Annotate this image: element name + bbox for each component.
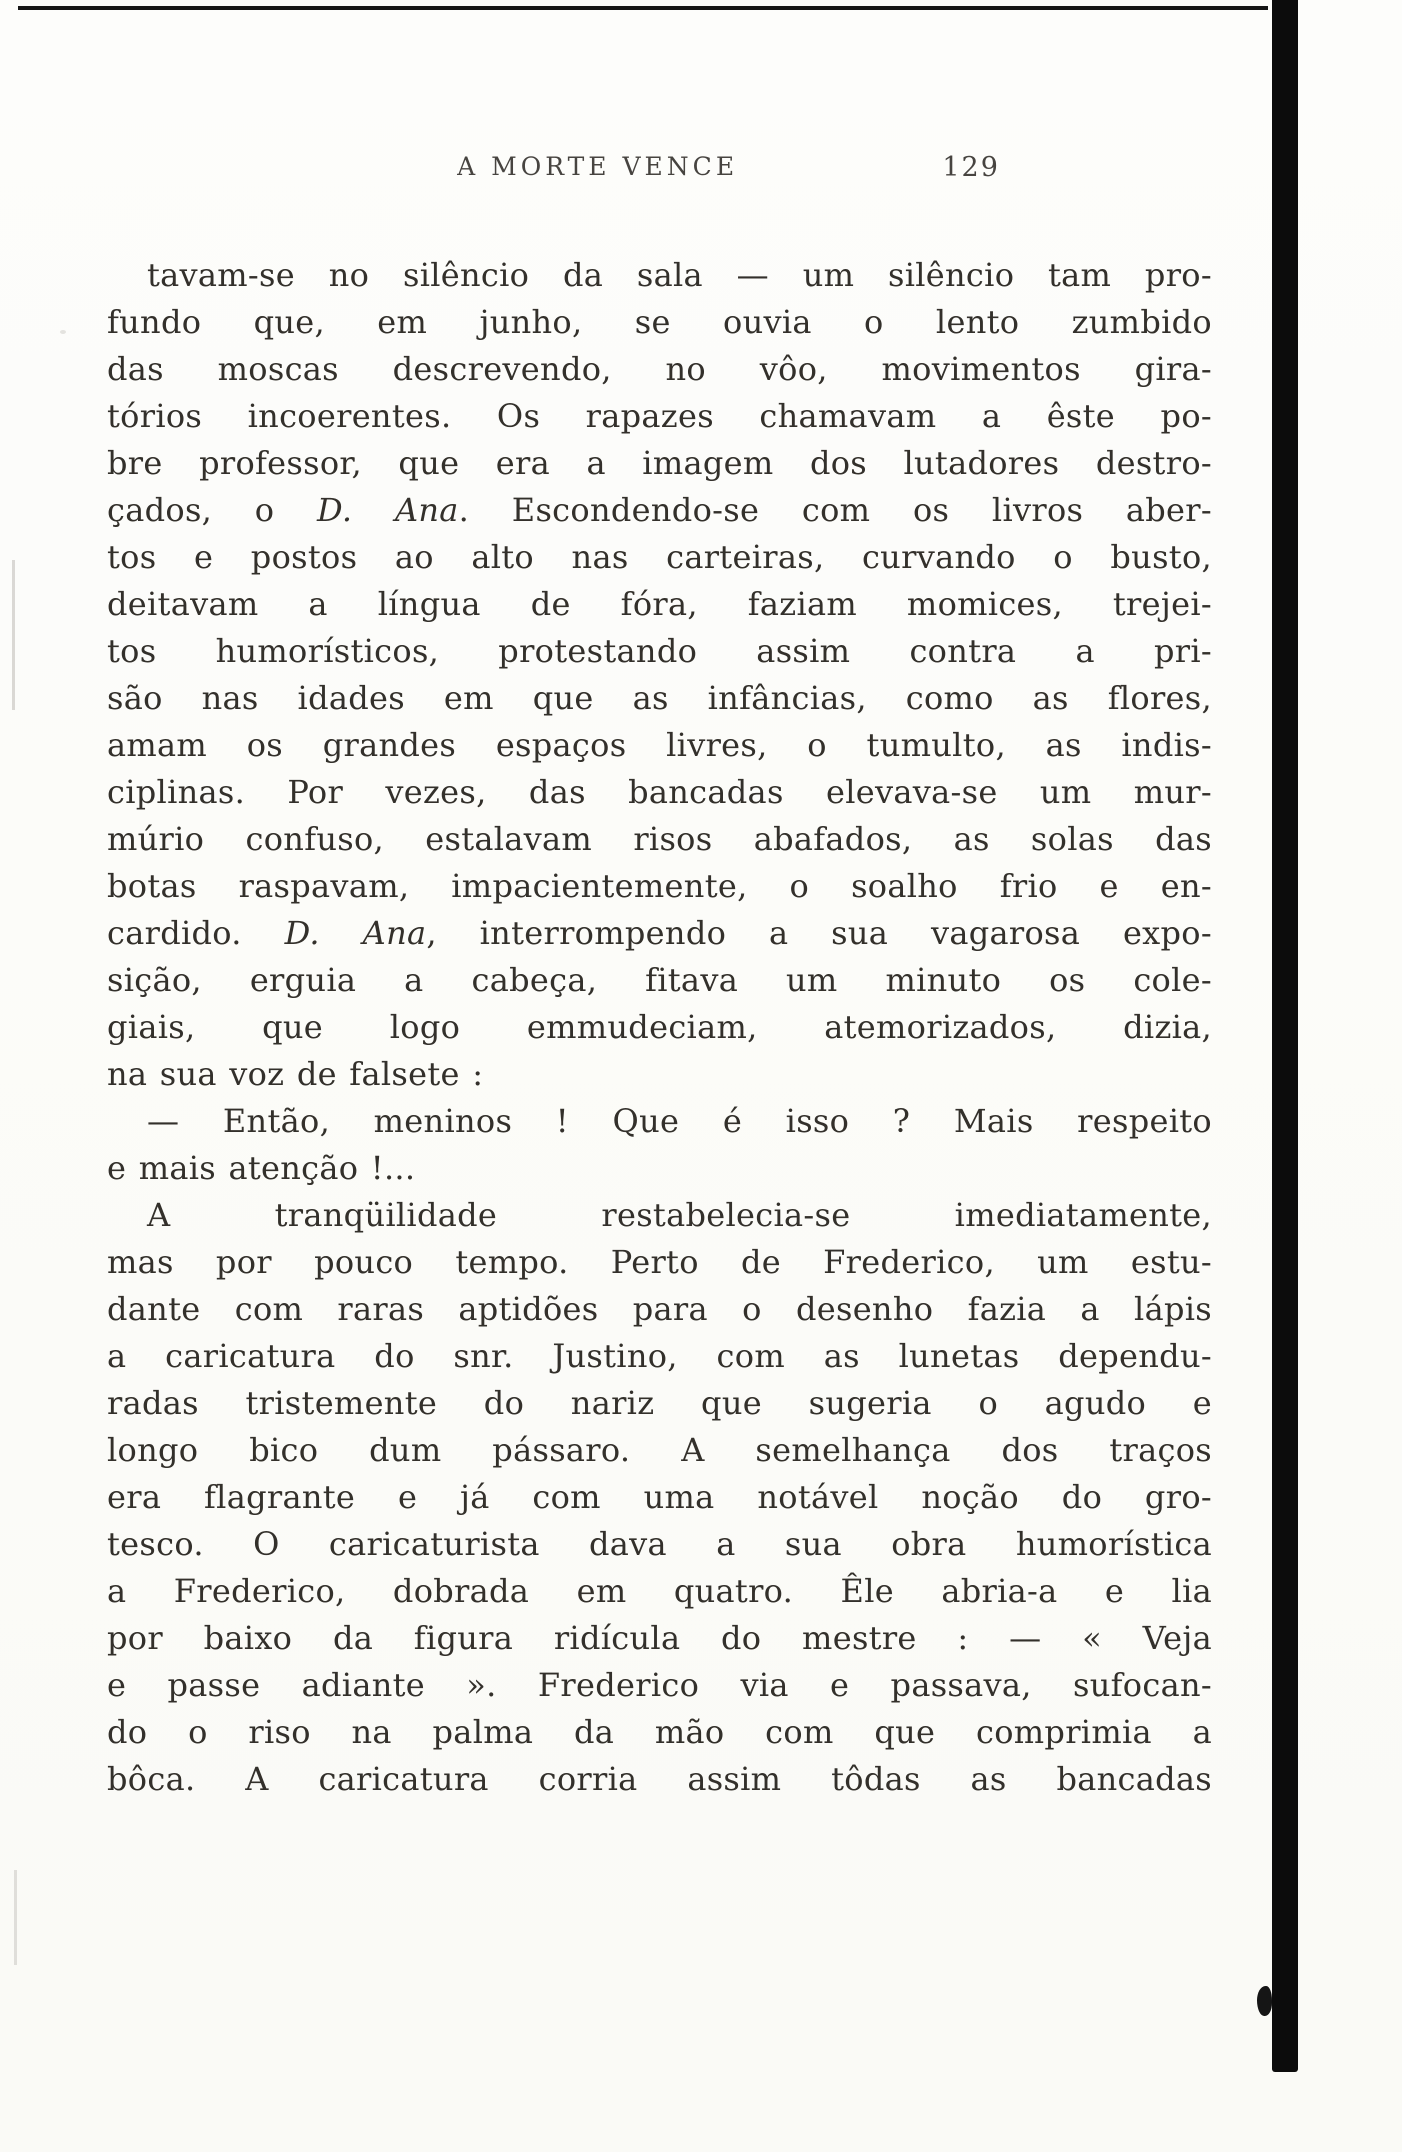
scan-artifact bbox=[60, 330, 66, 334]
text-line: na sua voz de falsete : bbox=[107, 1055, 484, 1093]
text-line: são nas idades em que as infâncias, como as flores, bbox=[107, 679, 1212, 717]
text-line: das moscas descrevendo, no vôo, movimentos gira- bbox=[107, 350, 1212, 388]
text-line: por baixo da figura ridícula do mestre : — « Veja bbox=[107, 1619, 1212, 1657]
text-line: ciplinas. Por vezes, das bancadas elevava-se um mur- bbox=[107, 773, 1212, 811]
text-line: dante com raras aptidões para o desenho fazia a lápis bbox=[107, 1290, 1212, 1328]
text-line: bre professor, que era a imagem dos lutadores destro- bbox=[107, 444, 1212, 482]
text-line: radas tristemente do nariz que sugeria o agudo e bbox=[107, 1384, 1212, 1422]
text-line: tos e postos ao alto nas carteiras, curvando o busto, bbox=[107, 538, 1212, 576]
text-line: botas raspavam, impacientemente, o soalho frio e en- bbox=[107, 867, 1212, 905]
text-line: cardido. D. Ana, interrompendo a sua vagarosa expo- bbox=[107, 914, 1212, 952]
text-line: e passe adiante ». Frederico via e passava, sufocan- bbox=[107, 1666, 1212, 1704]
scan-artifact bbox=[12, 560, 15, 710]
running-header bbox=[107, 152, 1212, 194]
text-line: bôca. A caricatura corria assim tôdas as bancadas bbox=[107, 1760, 1212, 1798]
text-line: mas por pouco tempo. Perto de Frederico, um estu- bbox=[107, 1243, 1212, 1281]
running-header-title: A MORTE VENCE bbox=[457, 152, 739, 181]
text-line: e mais atenção !... bbox=[107, 1149, 416, 1187]
scan-right-edge-bar bbox=[1272, 0, 1298, 2072]
scan-artifact bbox=[14, 1870, 17, 1965]
text-line: do o riso na palma da mão com que comprimia a bbox=[107, 1713, 1212, 1751]
text-line: giais, que logo emmudeciam, atemorizados, dizia, bbox=[107, 1008, 1212, 1046]
text-line: a caricatura do snr. Justino, com as lunetas dependu- bbox=[107, 1337, 1212, 1375]
text-line: longo bico dum pássaro. A semelhança dos traços bbox=[107, 1431, 1212, 1469]
text-block bbox=[107, 252, 1212, 1803]
text-line: sição, erguia a cabeça, fitava um minuto os cole- bbox=[107, 961, 1212, 999]
text-line: fundo que, em junho, se ouvia o lento zumbido bbox=[107, 303, 1212, 341]
text-line: A tranqüilidade restabelecia-se imediatamente, bbox=[147, 1196, 1212, 1234]
page-content bbox=[107, 0, 1212, 2152]
text-line: deitavam a língua de fóra, faziam momices, trejei- bbox=[107, 585, 1212, 623]
text-line: çados, o D. Ana. Escondendo-se com os livros aber- bbox=[107, 491, 1213, 529]
text-line: — Então, meninos ! Que é isso ? Mais respeito bbox=[147, 1102, 1212, 1140]
scan-ink-blob bbox=[1257, 1986, 1272, 2016]
text-line: tos humorísticos, protestando assim contra a pri- bbox=[107, 632, 1212, 670]
text-line: amam os grandes espaços livres, o tumulto, as indis- bbox=[107, 726, 1212, 764]
text-line: era flagrante e já com uma notável noção do gro- bbox=[107, 1478, 1212, 1516]
page-number: 129 bbox=[942, 152, 1000, 183]
text-line: múrio confuso, estalavam risos abafados, as solas das bbox=[107, 820, 1212, 858]
text-line: tórios incoerentes. Os rapazes chamavam a êste po- bbox=[107, 397, 1212, 435]
text-line: tesco. O caricaturista dava a sua obra humorística bbox=[107, 1525, 1212, 1563]
text-line: a Frederico, dobrada em quatro. Êle abria-a e lia bbox=[107, 1572, 1212, 1610]
text-line: tavam-se no silêncio da sala — um silêncio tam pro- bbox=[147, 256, 1212, 294]
